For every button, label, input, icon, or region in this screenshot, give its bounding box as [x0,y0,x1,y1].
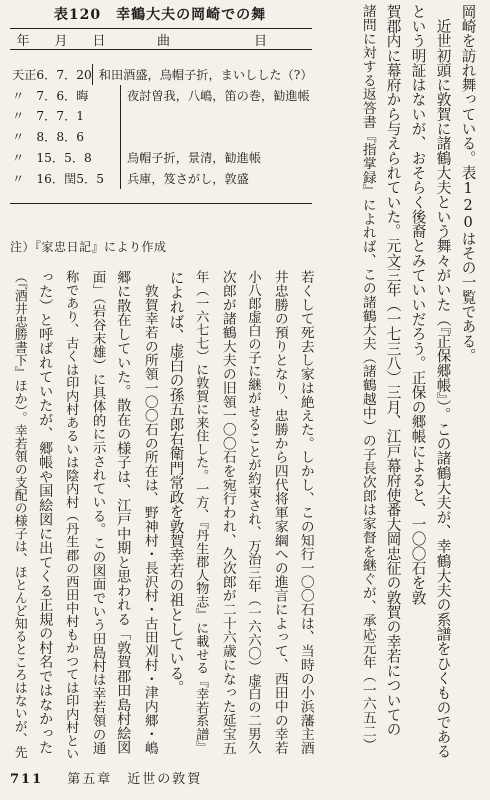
text-column: という明証はないが、おそらく後裔とみていいだろう。正保の郷帳によると、一〇〇石を敦 [409,4,427,605]
row-date: 〃 15．5．8 [12,151,92,166]
table-row [10,168,312,189]
text-column: 若くして死去し家は絶えた。しかし、この知行一〇〇石は、当時の小浜藩主酒 [297,270,314,755]
text-column: 賀郡内に幕府から与えられていた。元文三年（一七三八）三月、江戸幕府使番大岡忠征の敦賀の幸若についての [384,4,402,737]
row-piece: 和田酒盛，烏帽子折，まいしした（?） [98,67,313,82]
text-column: った）と呼ばれていたが、郷帳や国絵図に出てくる正規の村名ではなかった [37,270,54,755]
dance-table [10,28,312,204]
header-piece-1: 曲 [156,33,176,49]
text-column: 岡崎を訪れ舞っている。表120はその一覧である。 [459,4,477,363]
text-column: 近世初頭に敦賀に諸鶴大夫という舞々がいた（『正保郷帳』）。この諸鶴大夫が、幸鶴大夫の系譜をひくものである [434,4,452,759]
text-column: 敦賀幸若の所領一〇〇石の所在は、野神村・長沢村・古田刈村・津内郷・嶋 [141,270,158,755]
row-date: 〃 7．6．晦 [12,88,89,103]
page-number: 711 [10,772,44,787]
header-piece-2: 目 [253,33,273,49]
table-note: 注）『家忠日記』により作成 [10,240,167,254]
text-column: 年（一六七七）に敦賀に来住した。一方、『丹生郡人物志』に載せる『幸若系譜』 [193,270,209,754]
text-column: によれば、虚白の孫五郎右衛門常政を敦賀幸若の祖としている。 [167,270,185,695]
header-piece [118,30,312,49]
text-column: （『酒井忠勝書下』ほか）。幸若領の支配の様子は、ほとんど知るところはないが、先 [11,270,27,759]
row-piece: 兵庫，笈さがし，敦盛 [127,171,249,186]
table-row [10,126,312,147]
table-row [10,147,312,168]
table-row [10,64,312,85]
text-column: 諸問に対する返答書『指掌録』によれば、この諸鶴大夫（諸鶴越中）の子長次郎は家督を継ぐが、承応元年（一六五二） [359,4,376,752]
text-column: 称であり、古くは印内村あるいは陰内村（丹生郡の西田中村もかつては印内村とい [63,270,79,761]
row-piece: 烏帽子折，景清，勧進帳 [127,151,262,166]
row-date: 〃 7．7．1 [12,109,85,124]
text-column: 郷に散在していた。散在の様子は、江戸中期と思われる「敦賀郡田島村絵図 [115,270,132,755]
table-row [10,106,312,127]
row-date: 〃 16．閏5．5 [12,171,104,186]
row-date: 〃 8．8．6 [12,130,85,145]
row-date: 天正6．7．20 [12,67,92,82]
text-column: 次郎が諸鶴大夫の旧領一〇〇石を宛行われ、久次郎が二十六歳になった延宝五 [219,270,236,755]
page-footer [10,768,202,787]
text-column: 小八郎虚白の子に継がせることが約束され、万治三年（一六六〇）虚白の二男久 [245,270,261,755]
text-column: 面」（岩谷末雄）に具体的に示されている。この図面でいう田島村は幸若領の通 [89,270,106,755]
table-title: 表120 幸鶴大夫の岡崎での舞 [53,7,267,23]
row-piece: 夜討曽我，八嶋，笛の巻，勧進帳 [127,88,310,103]
header-date: 年 月 日 [16,33,112,49]
table-header [10,29,312,50]
chapter-title: 第五章 近世の敦賀 [67,772,203,787]
text-column: 井忠勝の預りとなり、忠勝から四代将軍家綱への進言によって、西田中の幸若 [271,270,288,755]
table-row [10,85,312,106]
